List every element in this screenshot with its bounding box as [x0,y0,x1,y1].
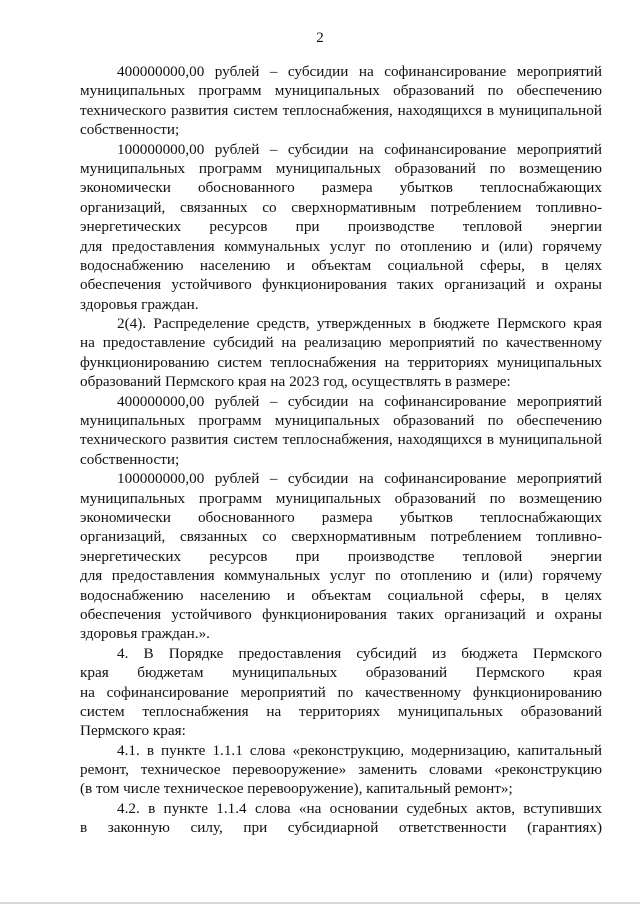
text-line: 4. В Порядке предоставления субсидий из бюджета Пермского [117,644,602,662]
text-line: здоровья граждан.». [80,625,210,643]
paragraph [80,741,602,799]
text-line: 100000000,00 рублей – субсидии на софинансирование мероприятий [117,140,602,158]
text-line: для предоставления коммунальных услуг по отоплению и (или) горячему [80,567,602,585]
text-line: водоснабжению населению и объектам социальной сферы, в целях [80,586,602,604]
paragraph [80,62,602,140]
text-line: экономически обоснованного размера убытков теплоснабжающих [80,179,602,197]
text-line: обеспечения устойчивого функционирования таких организаций и охраны [80,605,602,623]
text-line: здоровья граждан. [80,295,199,313]
paragraph [80,799,602,838]
text-line: 4.2. в пункте 1.1.4 слова «на основании судебных актов, вступивших [117,799,602,817]
text-line: 2(4). Распределение средств, утвержденных в бюджете Пермского края [117,315,602,333]
text-line: 400000000,00 рублей – субсидии на софинансирование мероприятий [117,63,602,80]
paragraph [80,644,602,741]
text-line: организаций, связанных со сверхнормативным потреблением топливно- [80,198,602,216]
text-line: экономически обоснованного размера убытков теплоснабжающих [80,508,602,526]
text-line: на софинансирование мероприятий по качественному функционированию [80,683,602,701]
text-line: муниципальных программ муниципальных образований по обеспечению [80,82,602,100]
text-line: муниципальных программ муниципальных образований по возмещению [80,489,602,507]
text-line: 4.1. в пункте 1.1.1 слова «реконструкцию, модернизацию, капитальный [117,741,602,759]
text-line: организаций, связанных со сверхнормативным потреблением топливно- [80,528,602,546]
text-line: муниципальных программ муниципальных образований по возмещению [80,159,602,177]
text-line: 100000000,00 рублей – субсидии на софинансирование мероприятий [117,470,602,488]
text-line: систем теплоснабжения на территориях муниципальных образований [80,702,602,720]
text-line: собственности; [80,121,180,139]
text-line: ремонт, техническое перевооружение» заменить словами «реконструкцию [80,761,602,779]
paragraph [80,314,602,392]
page-number: 2 [316,30,324,46]
text-line: энергетических ресурсов при производстве тепловой энергии [80,218,602,236]
text-line: края бюджетам муниципальных образований Пермского края [80,664,602,682]
text-line: для предоставления коммунальных услуг по отоплению и (или) горячему [80,237,602,255]
text-line: водоснабжению населению и объектам социальной сферы, в целях [80,256,602,274]
text-line: муниципальных программ муниципальных образований по обеспечению [80,412,602,430]
paragraph [80,392,602,470]
text-line: собственности; [80,450,180,468]
text-line: в законную силу, при субсидиарной ответственности (гарантиях) [80,819,602,837]
text-line: технического развития систем теплоснабжения, находящихся в муниципальной [80,431,602,449]
text-line: функционированию систем теплоснабжения на территориях муниципальных [80,353,602,371]
text-line: 400000000,00 рублей – субсидии на софинансирование мероприятий [117,392,602,410]
text-line: обеспечения устойчивого функционирования таких организаций и охраны [80,276,602,294]
text-line: (в том числе техническое перевооружение), капитальный ремонт»; [80,780,513,798]
text-line: образований Пермского края на 2023 год, осуществлять в размере: [80,373,511,391]
page-bottom-edge [0,902,640,904]
text-line: Пермского края: [80,722,186,740]
text-line: технического развития систем теплоснабжения, находящихся в муниципальной [80,101,602,119]
text-line: на предоставление субсидий на реализацию мероприятий по качественному [80,334,602,352]
paragraph [80,469,602,644]
document-body [80,62,602,838]
paragraph [80,140,602,315]
text-line: энергетических ресурсов при производстве тепловой энергии [80,547,602,565]
